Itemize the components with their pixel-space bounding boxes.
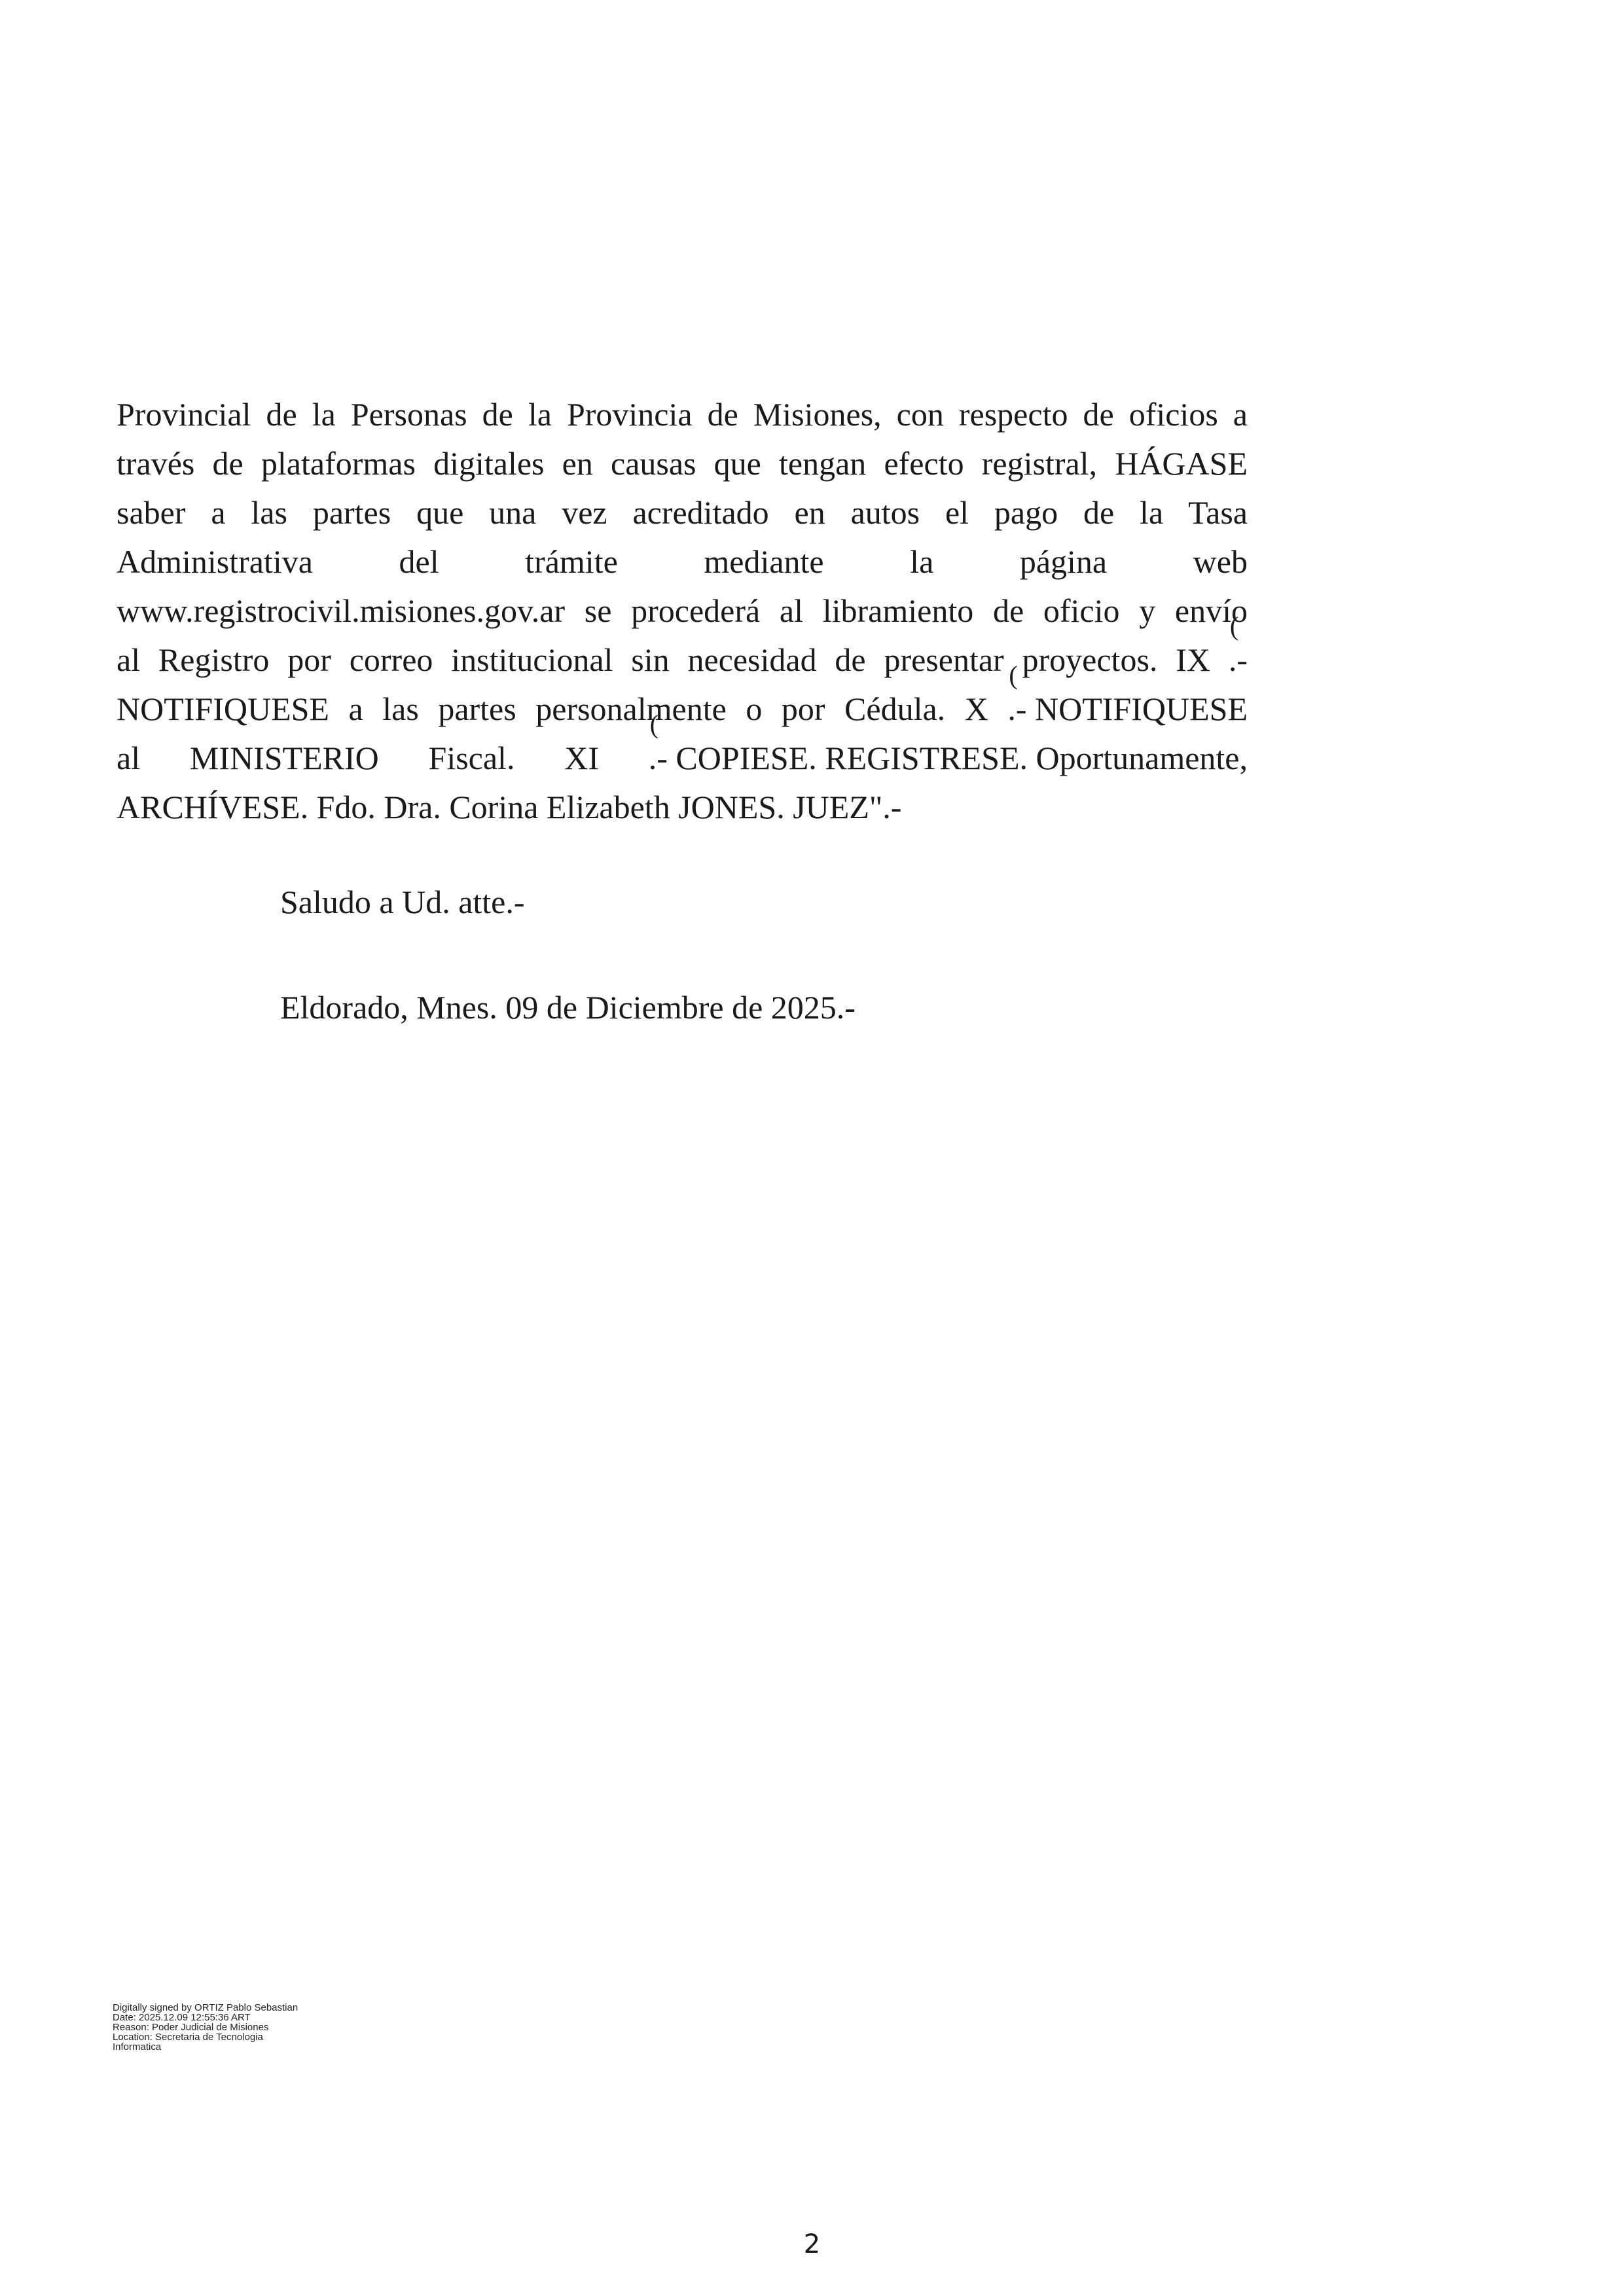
body-paragraph (117, 390, 1248, 832)
page-number: 2 (803, 2229, 821, 2259)
signature-line: Location: Secretaria de Tecnologia (113, 2032, 263, 2043)
paragraph-line: saber a las partes que una vez acreditado en autos el pago de la Tasa (117, 494, 1248, 531)
signature-line: Digitally signed by ORTIZ Pablo Sebastian (113, 2002, 298, 2013)
paragraph-text: NOTIFIQUESE a las partes personalmente o por Cédula. X (117, 691, 1008, 727)
paragraph-line: ARCHÍVESE. Fdo. Dra. Corina Elizabeth JONES. JUEZ".- (117, 789, 902, 825)
signature-line: Reason: Poder Judicial de Misiones (113, 2022, 269, 2033)
paragraph-text-with-mark: ( .- NOTIFIQUESE (1007, 685, 1248, 734)
digital-signature-block (113, 2003, 298, 2052)
paragraph-text: al Registro por correo institucional sin necesidad de presentar proyectos. IX (117, 641, 1229, 678)
paragraph-line: través de plataformas digitales en causas que tengan efecto registral, HÁGASE (117, 445, 1248, 482)
paragraph-text: al MINISTERIO Fiscal. XI (117, 740, 649, 776)
paragraph-line (117, 734, 1248, 783)
paragraph-line: Administrativa del trámite mediante la página web (117, 543, 1248, 580)
paragraph-line: Provincial de la Personas de la Provincia de Misiones, con respecto de oficios a (117, 396, 1248, 433)
closing-salute: Saludo a Ud. atte.- (280, 884, 525, 920)
signature-line: Date: 2025.12.09 12:55:36 ART (113, 2012, 251, 2023)
paragraph-text-with-mark: ( .- COPIESE. REGISTRESE. Oportunamente, (649, 734, 1248, 783)
signature-line: Informatica (113, 2041, 162, 2053)
paragraph-text-with-mark: ( .- (1229, 636, 1248, 685)
place-and-date: Eldorado, Mnes. 09 de Diciembre de 2025.- (280, 989, 856, 1026)
paragraph-line (117, 685, 1248, 734)
paragraph-line (117, 636, 1248, 685)
paragraph-line: www.registrocivil.misiones.gov.ar se procederá al libramiento de oficio y envío (117, 592, 1248, 629)
